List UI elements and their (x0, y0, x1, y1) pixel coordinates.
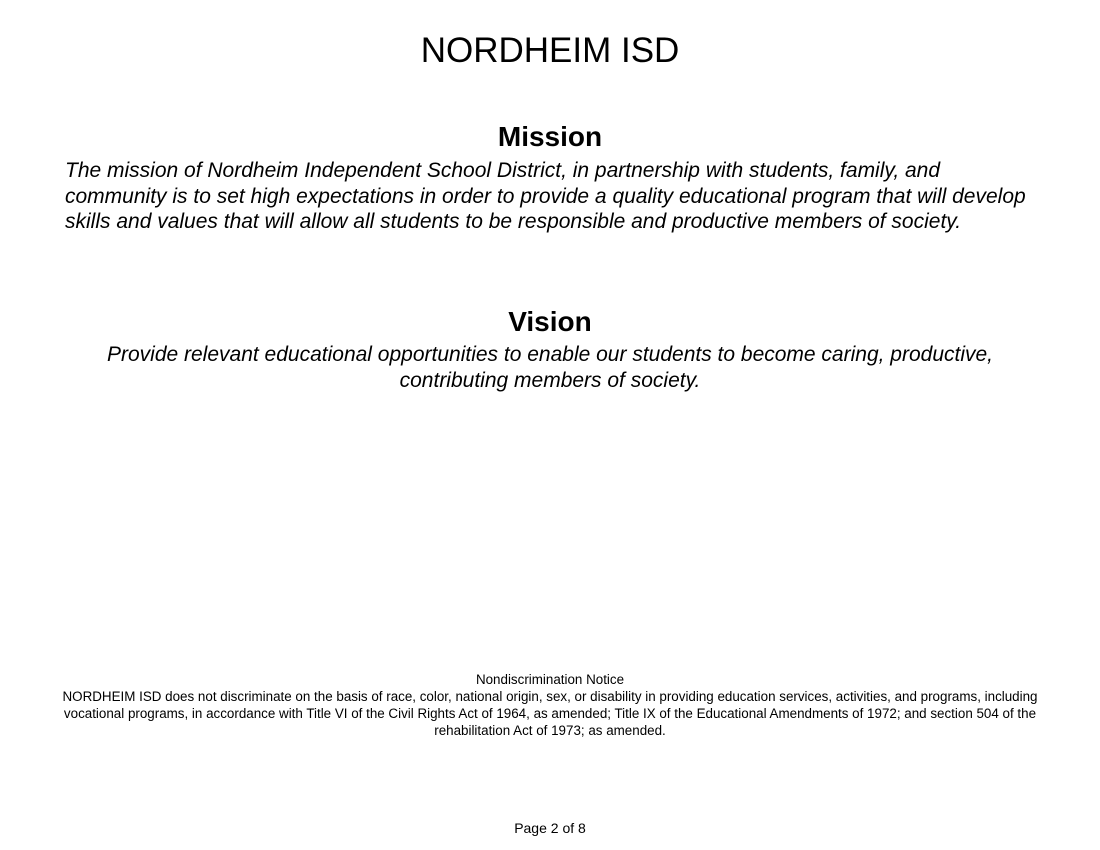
notice-title: Nondiscrimination Notice (475, 672, 625, 687)
document-title: NORDHEIM ISD (420, 31, 680, 70)
nondiscrimination-notice (40, 671, 1060, 739)
vision-statement: Provide relevant educational opportunities to enable our students to become caring, productive, contributing members of society. (106, 343, 994, 392)
page-number: Page 2 of 8 (514, 820, 586, 836)
mission-statement: The mission of Nordheim Independent School District, in partnership with students, family, and community is to set high expectations in order to provide a quality educational program that will develop skills and values that will allow all students to be responsible and productive members of society. (65, 159, 1026, 233)
mission-heading: Mission (497, 121, 603, 152)
vision-heading: Vision (508, 306, 592, 337)
notice-text: NORDHEIM ISD does not discriminate on the basis of race, color, national origin, sex, or disability in providing education services, activities, and programs, including vocational programs, in accordance with Title VI of the Civil Rights Act of 1964, as amended; Title IX of the Educational Amendments of 1972; and section 504 of the rehabilitation Act of 1973; as amended. (62, 689, 1038, 738)
